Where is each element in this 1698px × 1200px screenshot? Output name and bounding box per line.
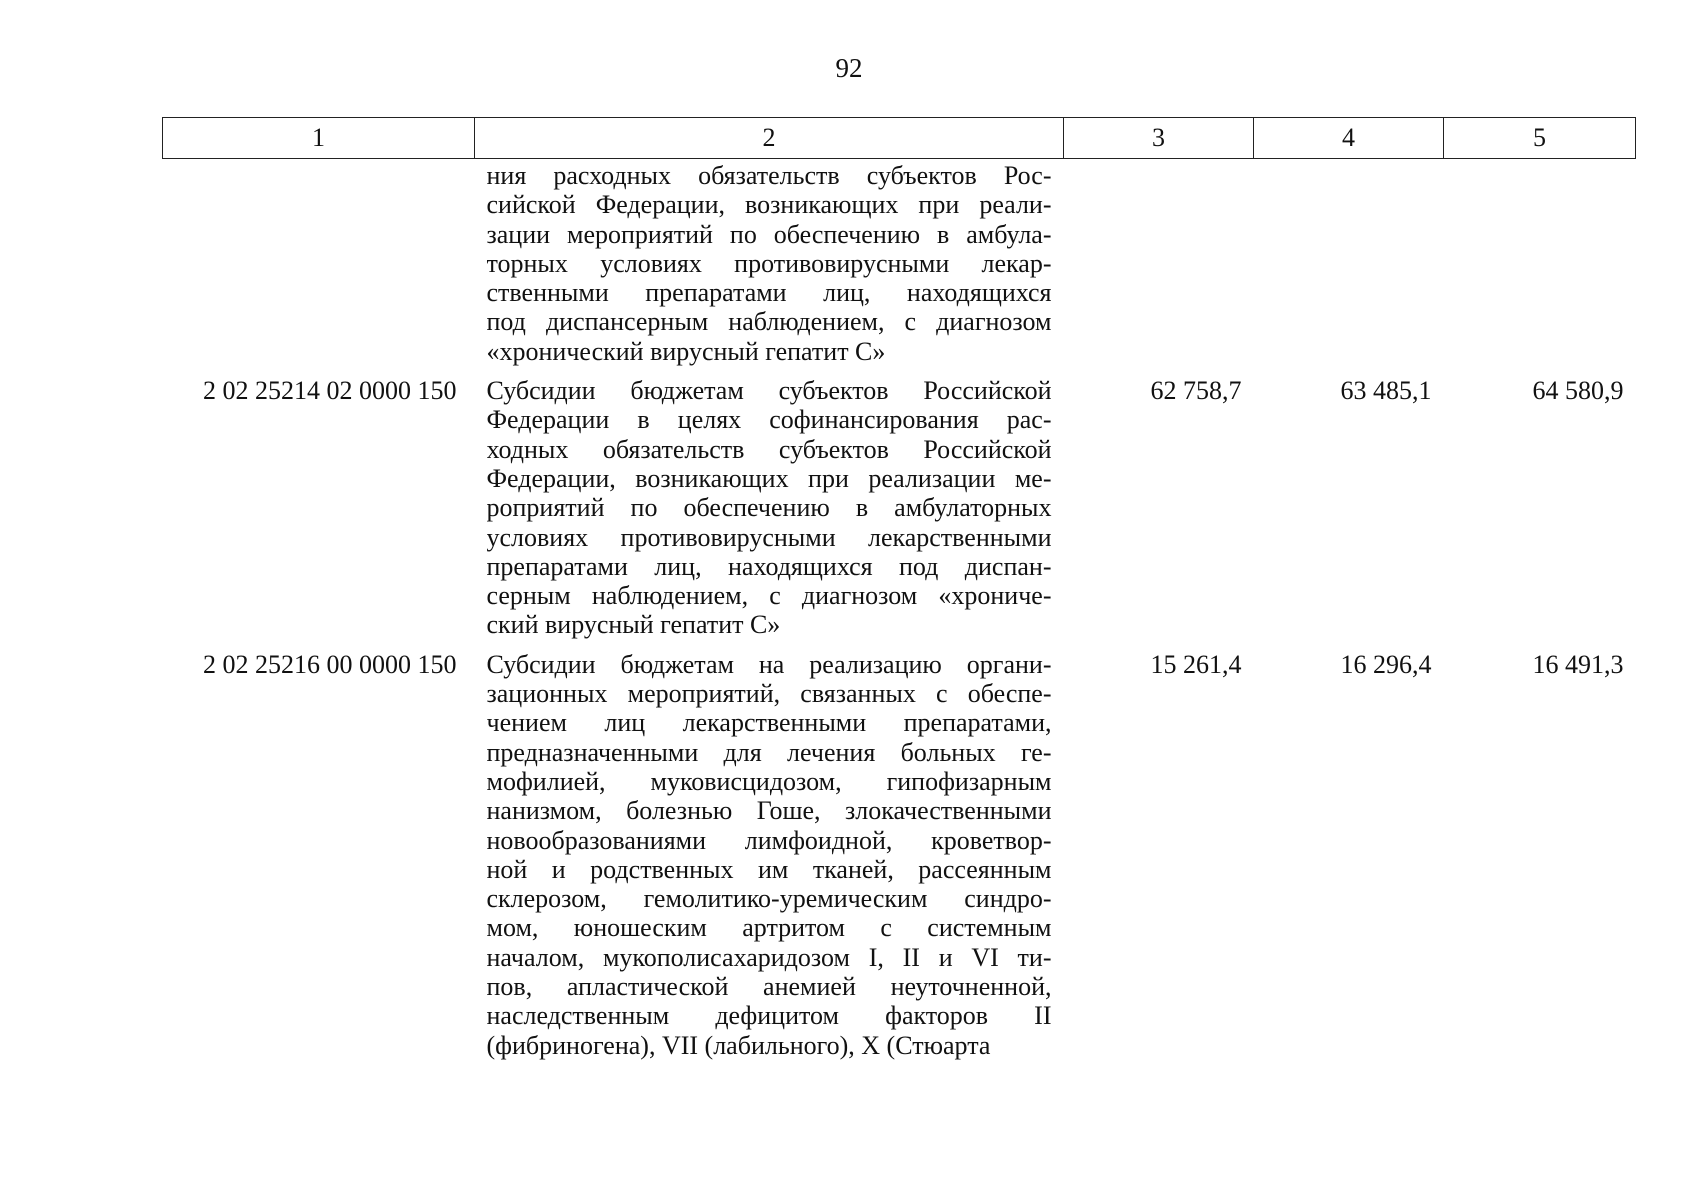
description-line: Федерации, возникающих при реализации ме- [486,463,1052,493]
header-row [163,118,1636,159]
description-line: зационных мероприятий, связанных с обеспе- [486,679,1052,709]
description-line: Субсидии бюджетам субъектов Российской [486,376,1052,406]
revenue-code-cell: 2 02 25216 00 0000 150 [203,649,457,679]
header-cell-5: 5 [1444,118,1636,159]
description-line: мом, юношеским артритом с системным [486,913,1052,943]
amount-cell-col5: 16 491,3 [1532,649,1624,679]
description-cell [475,159,1064,377]
revenue-code-cell [163,159,475,377]
description-line: новообразованиями лимфоидной, кроветвор- [486,825,1052,855]
header-cell-4: 4 [1254,118,1444,159]
description-line: зации мероприятий по обеспечению в амбула- [486,219,1052,249]
page-number: 92 [835,53,863,83]
description-line: наследственным дефицитом факторов II [486,1001,1052,1031]
description-line: роприятий по обеспечению в амбулаторных [486,493,1052,523]
header-cell-1: 1 [163,118,475,159]
budget-table [162,117,1636,1070]
description-line: Субсидии бюджетам на реализацию органи- [486,649,1052,679]
description-line: сийской Федерации, возникающих при реали- [486,190,1052,220]
description-line: склерозом, гемолитико-уремическим синдро- [486,884,1052,914]
description-line: началом, мукополисахаридозом I, II и VI ти- [486,942,1052,972]
description-line: ходных обязательств субъектов Российской [486,434,1052,464]
description-line: ния расходных обязательств субъектов Рос- [486,161,1052,190]
description-line: «хронический вирусный гепатит С» [486,336,886,366]
description-line: торных условиях противовирусными лекар- [486,248,1052,278]
description-cell [475,376,1064,650]
header-cell-2: 2 [475,118,1064,159]
header-cell-3: 3 [1064,118,1254,159]
description-line: мофилией, муковисцидозом, гипофизарным [486,766,1052,796]
description-line: под диспансерным наблюдением, с диагнозом [486,307,1052,337]
amount-cell-col4: 16 296,4 [1340,649,1432,679]
description-cell [475,650,1064,1070]
description-line: чением лиц лекарственными препаратами, [486,708,1052,738]
description-line: ственными препаратами лиц, находящихся [486,278,1052,308]
amount-cell-col3 [1064,159,1254,377]
description-line: условиях противовирусными лекарственными [486,522,1052,552]
revenue-code-cell: 2 02 25214 02 0000 150 [203,376,457,406]
description-line: серным наблюдением, с диагнозом «хрониче- [486,581,1052,611]
table-row [163,650,1636,1070]
description-line: препаратами лиц, находящихся под диспан- [486,551,1052,581]
amount-cell-col3: 62 758,7 [1150,376,1242,406]
amount-cell-col5: 64 580,9 [1532,376,1624,406]
description-line: пов, апластической анемией неуточненной, [486,972,1052,1002]
amount-cell-col4: 63 485,1 [1340,376,1432,406]
description-line: Федерации в целях софинансирования рас- [486,405,1052,435]
description-line: нанизмом, болезнью Гоше, злокачественными [486,796,1052,826]
table-row [163,376,1636,650]
description-line: (фибриногена), VII (лабильного), X (Стюарта [486,1030,991,1060]
amount-cell-col3: 15 261,4 [1150,649,1242,679]
description-line: предназначенными для лечения больных ге- [486,737,1052,767]
amount-cell-col4 [1254,159,1444,377]
table-body [163,159,1636,1070]
table-header [163,118,1636,159]
amount-cell-col5 [1444,159,1636,377]
description-line: ной и родственных им тканей, рассеянным [486,854,1052,884]
description-line: ский вирусный гепатит С» [486,610,781,640]
table-row [163,159,1636,377]
